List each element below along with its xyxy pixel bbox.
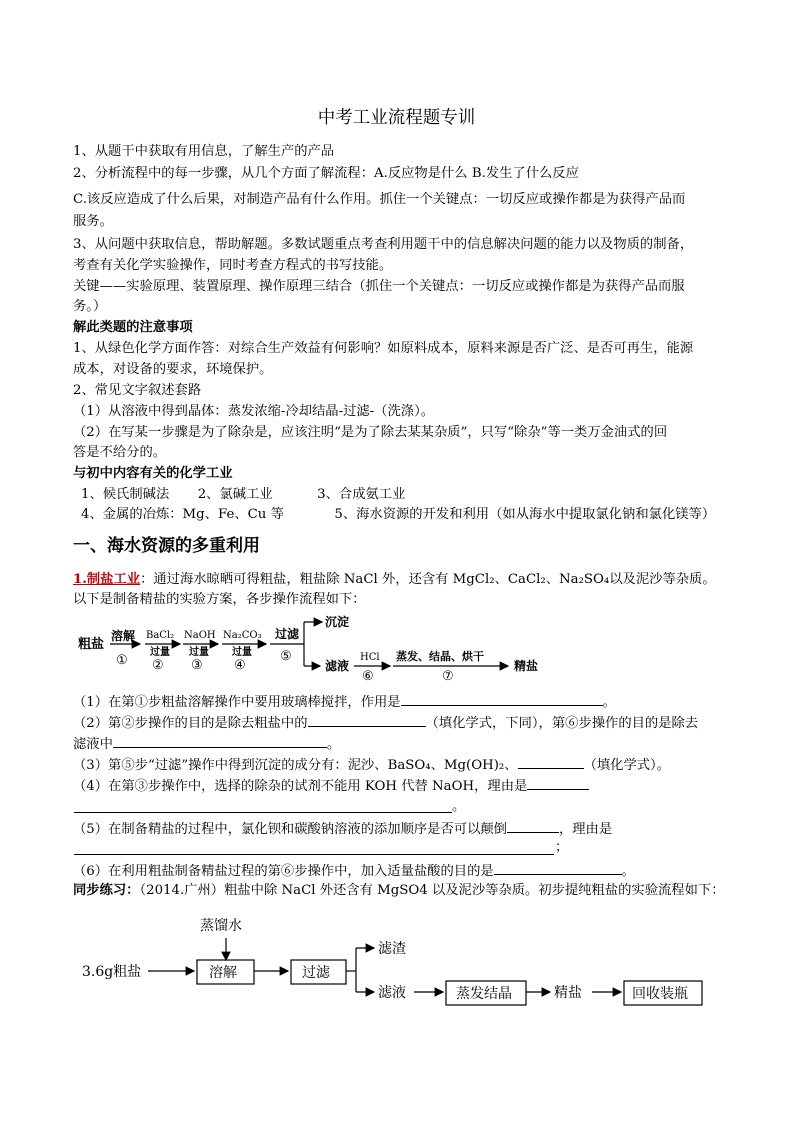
flow-step-6-bottom: ⑥	[362, 669, 374, 684]
section-line-1	[73, 570, 723, 590]
intro-line-3: C.该反应造成了什么后果，对制造产品有什么作用。抓住一个关键点：一切反应或操作都是为获得产品而	[73, 192, 686, 207]
question-3-blank[interactable]	[518, 754, 584, 769]
flow-product-label: 精盐	[514, 659, 539, 673]
flow-step-4-bottom: ④	[234, 658, 246, 673]
flow-step-3-top: NaOH	[184, 630, 216, 641]
question-2-blank-b[interactable]	[113, 733, 327, 748]
practice-label: 同步练习：	[73, 883, 140, 898]
flow2-evap-label: 蒸发结晶	[456, 986, 512, 1002]
industry-item-2: 2、氯碱工业	[197, 487, 273, 502]
question-4-blank-b[interactable]	[74, 811, 452, 813]
flow-step-3-bottom: ③	[191, 658, 203, 673]
question-4-text: （4）在第③步操作中，选择的除杂的试剂不能用 KOH 代替 NaOH，理由是	[73, 779, 528, 794]
intro-line-7: 关键——实验原理、装置原理、操作原理三结合（抓住一个关键点：一切反应或操作都是为获得产品而服	[73, 279, 685, 294]
flow-step-2-mid: 过量	[150, 647, 170, 658]
question-2-text-c: 滤液中	[73, 737, 113, 752]
page-title: 中考工业流程题专训	[317, 108, 476, 128]
flow-step-4-mid: 过量	[232, 647, 252, 658]
question-2-text-a: （2）第②步操作的目的是除去粗盐中的	[73, 716, 308, 731]
question-5	[73, 818, 723, 840]
question-5-text-b: ，理由是	[558, 822, 613, 837]
question-3	[73, 754, 723, 776]
flow2-dissolve-label: 溶解	[209, 965, 237, 981]
question-6-text: （6）在利用粗盐制备精盐过程的第⑥步操作中，加入适量盐酸的目的是	[73, 864, 494, 879]
industry-item-4: 4、金属的冶炼：Mg、Fe、Cu 等	[81, 507, 284, 522]
flow-step-5-top: 过滤	[275, 627, 300, 641]
flow-step-2-top: BaCl₂	[146, 630, 175, 641]
flow2-product-label: 精盐	[554, 985, 582, 1001]
industry-row-1	[81, 485, 731, 505]
question-2	[73, 712, 723, 734]
question-1-blank[interactable]	[401, 691, 603, 706]
section-heading: 一、海水资源的多重利用	[73, 536, 260, 556]
question-1	[73, 691, 723, 713]
practice-text: （2014.广州）粗盐中除 NaCl 外还含有 MgSO4 以及泥沙等杂质。初步提纯粗盐的实验流程如下：	[139, 883, 725, 898]
notes-line-1: 1、从绿色化学方面作答：对综合生产效益有何影响？如原料成本，原料来源是否广泛、是否可再生，能源	[73, 341, 694, 356]
industry-item-5: 5、海水资源的开发和利用（如从海水中提取氯化钠和氯化镁等）	[334, 507, 716, 522]
salt-industry-tag: 1.制盐工业	[73, 572, 141, 587]
question-4-blank-a[interactable]	[527, 775, 589, 790]
question-4	[73, 775, 723, 797]
industry-item-3: 3、合成氨工业	[317, 487, 406, 502]
intro-line-1: 1、从题干中获取有用信息，了解生产的产品	[73, 144, 335, 159]
notes-line-6: 答是不给分的。	[73, 445, 167, 460]
flow-step-6-top: HCl	[360, 652, 380, 663]
question-3-text-a: （3）第⑤步“过滤”操作中得到沉淀的成分有：泥沙、BaSO₄、Mg(OH)₂、	[73, 758, 518, 773]
notes-line-2: 成本，对设备的要求，环境保护。	[73, 362, 273, 377]
industry-item-1: 1、候氏制碱法	[81, 487, 170, 502]
flow-step-5-bottom: ⑤	[280, 649, 292, 664]
intro-line-5: 3、从问题中获取信息，帮助解题。多数试题重点考查利用题干中的信息解决问题的能力以及物质的制备，	[73, 237, 694, 252]
question-5-text-a: （5）在制备精盐的过程中，氯化钡和碳酸钠溶液的添加顺序是否可以颠倒	[73, 822, 507, 837]
question-6	[73, 860, 723, 882]
question-2-end: 。	[326, 737, 341, 752]
flow2-residue-label: 滤渣	[378, 941, 406, 957]
flow-step-2-bottom: ②	[152, 658, 164, 673]
industry-row-2	[81, 505, 731, 525]
question-5-blank-b[interactable]	[74, 853, 554, 855]
section-line-1-text: ：通过海水晾晒可得粗盐，粗盐除 NaCl 外，还含有 MgCl₂、CaCl₂、Na₂SO₄以及泥沙等杂质。	[140, 572, 716, 587]
question-2-cont	[73, 733, 723, 755]
industry-heading: 与初中内容有关的化学工业	[73, 466, 233, 481]
intro-line-4: 服务。	[73, 214, 113, 229]
flow2-recycle-label: 回收装瓶	[632, 986, 688, 1002]
notes-line-5: （2）在写某一步骤是为了除杂是，应该注明“是为了除去某某杂质”，只写“除杂”等一类万金油式的回	[73, 425, 668, 440]
practice-flow-diagram	[70, 908, 720, 1018]
question-5-blank-a[interactable]	[507, 818, 559, 833]
flow-step-7-top: 蒸发、结晶、烘干	[396, 650, 484, 663]
section-line-2: 以下是制备精盐的实验方案，各步操作流程如下：	[73, 592, 366, 607]
flow-step-1-bottom: ①	[116, 653, 128, 668]
question-2-blank-a[interactable]	[308, 712, 426, 727]
flow-filtrate-label: 滤液	[325, 659, 350, 673]
question-6-end: 。	[621, 864, 635, 879]
question-3-text-b: （填化学式）。	[583, 758, 670, 773]
flow-step-3-mid: 过量	[189, 647, 209, 658]
question-6-blank[interactable]	[494, 860, 622, 875]
flow-step-4-top: Na₂CO₃	[223, 630, 262, 641]
flow2-water-label: 蒸馏水	[200, 918, 242, 934]
question-5-end: ；	[555, 840, 569, 855]
question-1-text: （1）在第①步粗盐溶解操作中要用玻璃棒搅拌，作用是	[73, 695, 401, 710]
salt-flow-diagram	[70, 608, 630, 688]
flow2-filter-label: 过滤	[302, 965, 330, 981]
flow-step-7-bottom: ⑦	[442, 669, 454, 684]
flow-step-1-top: 溶解	[111, 629, 136, 643]
notes-heading: 解此类题的注意事项	[73, 320, 193, 335]
flow-precipitate-label: 沉淀	[325, 615, 350, 629]
notes-line-4: （1）从溶液中得到晶体：蒸发浓缩-冷却结晶-过滤-（洗涤）。	[73, 404, 435, 419]
flow-start-label: 粗盐	[78, 637, 105, 652]
flow2-filtrate-label: 滤液	[378, 985, 406, 1001]
flow2-start-label: 3.6g粗盐	[82, 964, 142, 980]
intro-line-6: 考查有关化学实验操作，同时考查方程式的书写技能。	[73, 258, 393, 273]
question-4-end: 。	[452, 799, 466, 814]
intro-line-8: 务。）	[73, 299, 107, 314]
practice-line	[73, 881, 723, 901]
question-2-text-b: （填化学式，下同），第⑥步操作的目的是除去	[425, 716, 699, 731]
notes-line-3: 2、常见文字叙述套路	[73, 383, 202, 398]
question-1-end: 。	[602, 695, 616, 710]
intro-line-2: 2、分析流程中的每一步骤，从几个方面了解流程：A.反应物是什么 B.发生了什么反应	[73, 166, 579, 181]
